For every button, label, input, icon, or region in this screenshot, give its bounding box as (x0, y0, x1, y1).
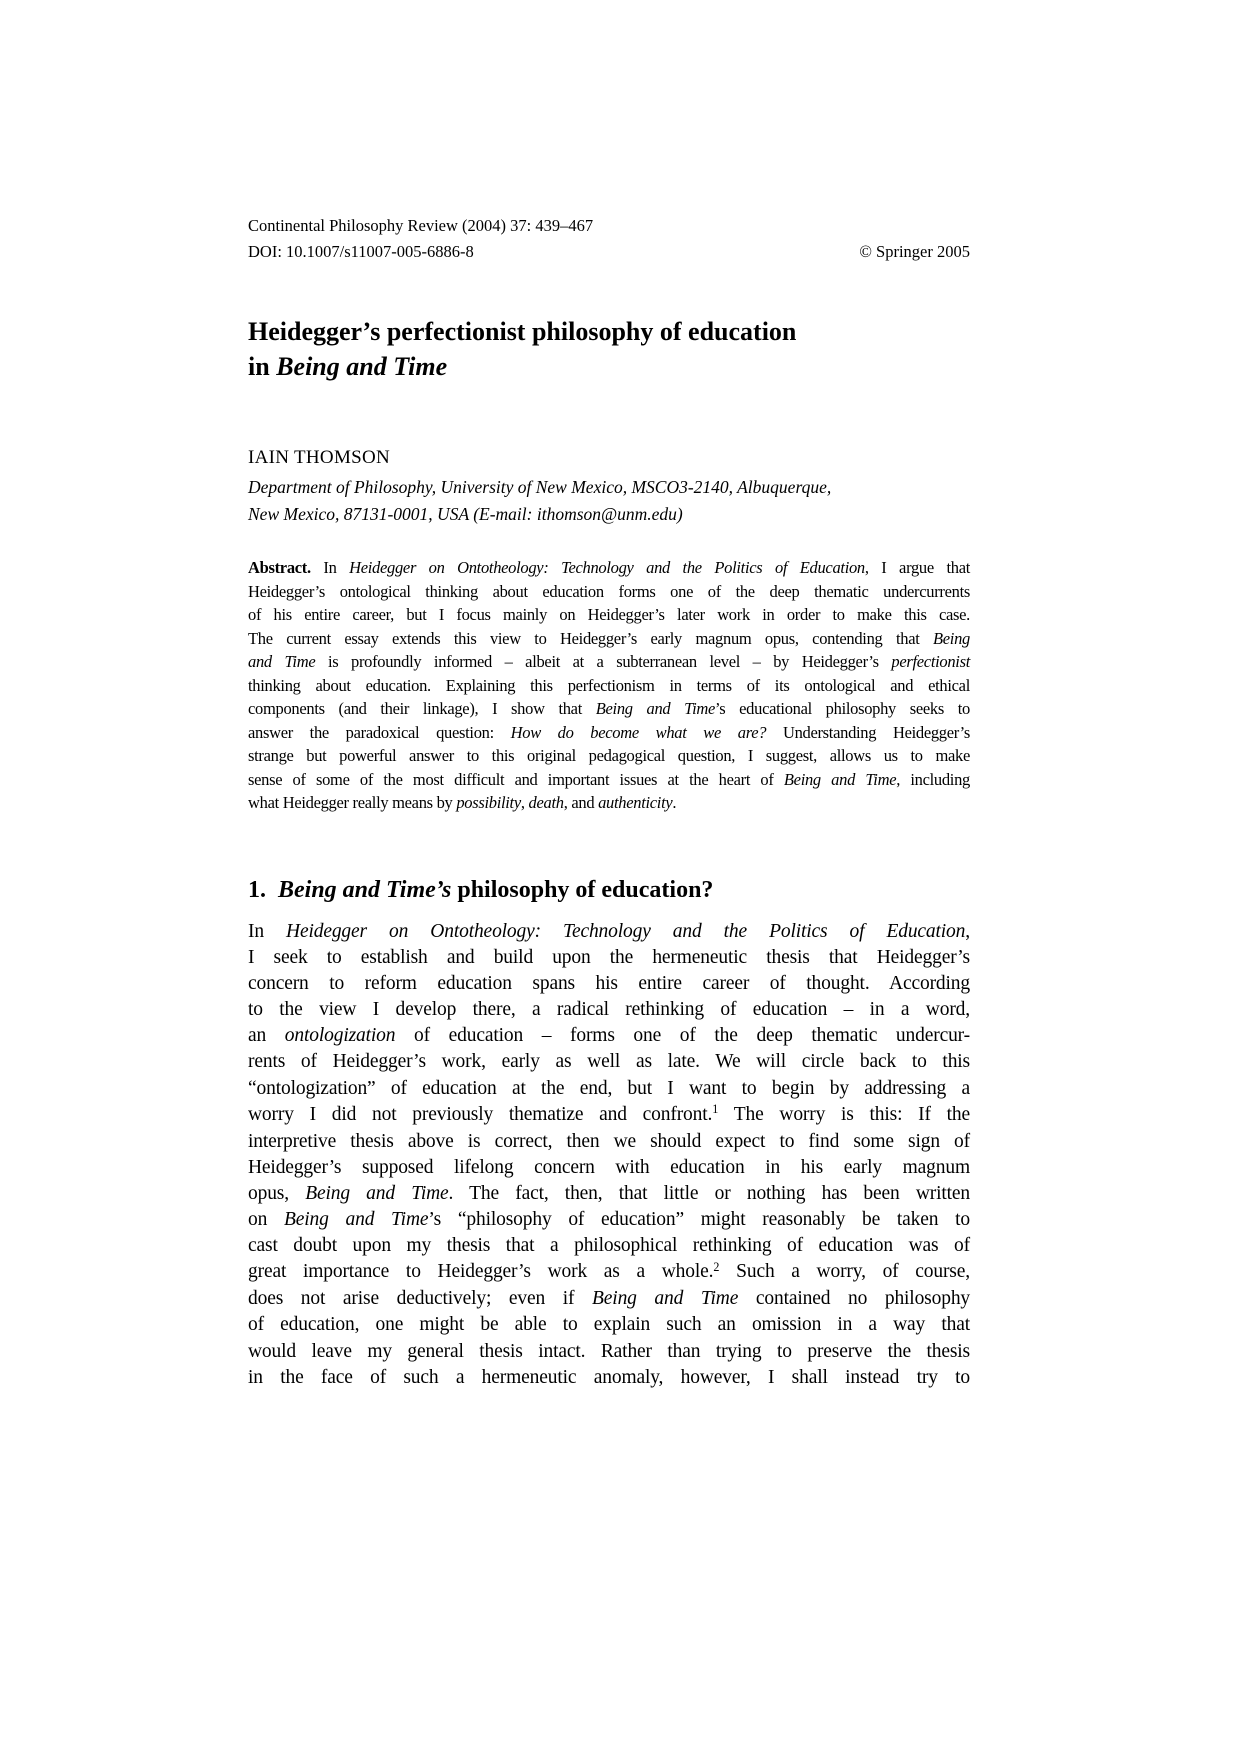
journal-line: Continental Philosophy Review (2004) 37: 439–467 (248, 216, 594, 235)
author-name: IAIN THOMSON (248, 447, 391, 468)
body-paragraph-line: great importance to Heidegger’s work as a whole.$^2$ Such a worry, of course, (248, 1259, 970, 1283)
abstract-line: Heidegger’s ontological thinking about education forms one of the deep thematic undercurrents (248, 581, 970, 601)
author-affiliation (248, 474, 970, 528)
abstract-line: components (and their linkage), I show that Being and Time’s educational philosophy seeks to (248, 699, 970, 718)
body-paragraph-line: of education, one might be able to explain such an omission in a way that (248, 1314, 970, 1336)
author-affiliation-line: New Mexico, 87131-0001, USA (E-mail: ithomson@unm.edu) (248, 504, 683, 524)
abstract (248, 556, 970, 815)
body-paragraph-line: rents of Heidegger’s work, early as well as late. We will circle back to this (248, 1051, 970, 1073)
body-paragraph-line: would leave my general thesis intact. Rather than trying to preserve the thesis (248, 1340, 970, 1362)
section-heading (248, 874, 970, 906)
author-affiliation-line: Department of Philosophy, University of New Mexico, MSCO3-2140, Albuquerque, (248, 477, 832, 497)
copyright-notice: © Springer 2005 (859, 242, 970, 261)
body-paragraph-line: on Being and Time’s “philosophy of education” might reasonably be taken to (248, 1209, 970, 1231)
body-paragraph-line: I seek to establish and build upon the hermeneutic thesis that Heidegger’s (248, 947, 970, 969)
body-paragraph (248, 919, 970, 1391)
abstract-line: answer the paradoxical question: How do become what we are? Understanding Heidegger’s (248, 722, 970, 742)
paper-title-line: in Being and Time (248, 352, 448, 381)
body-paragraph-line: concern to reform education spans his entire career of thought. According (248, 973, 970, 995)
body-paragraph-line: in the face of such a hermeneutic anomaly, however, I shall instead try to (248, 1366, 970, 1388)
journal-header (248, 214, 970, 264)
abstract-line: The current essay extends this view to Heidegger’s early magnum opus, contending that Being (248, 628, 970, 648)
body-paragraph-line: opus, Being and Time. The fact, then, that little or nothing has been written (248, 1182, 971, 1204)
abstract-line: of his entire career, but I focus mainly on Heidegger’s later work in order to make this case. (248, 605, 970, 624)
body-paragraph-line: cast doubt upon my thesis that a philosophical rethinking of education was of (248, 1235, 970, 1257)
abstract-line: thinking about education. Explaining this perfectionism in terms of its ontological and ethical (248, 675, 970, 695)
body-paragraph-line: does not arise deductively; even if Being and Time contained no philosophy (248, 1288, 971, 1310)
abstract-line: strange but powerful answer to this original pedagogical question, I suggest, allows us to make (248, 746, 970, 765)
section-heading-line: 1. Being and Time’s philosophy of education? (248, 877, 714, 903)
abstract-line: Abstract. In Heidegger on Ontotheology: Technology and the Politics of Education, I argue that (248, 558, 971, 577)
abstract-line: sense of some of the most difficult and important issues at the heart of Being and Time, including (248, 769, 970, 789)
body-paragraph-line: In Heidegger on Ontotheology: Technology and the Politics of Education, (248, 921, 970, 942)
body-paragraph-line: Heidegger’s supposed lifelong concern with education in his early magnum (248, 1156, 970, 1178)
paper-title-line: Heidegger’s perfectionist philosophy of education (248, 317, 797, 346)
body-paragraph-line: interpretive thesis above is correct, then we should expect to find some sign of (248, 1130, 970, 1152)
abstract-line: what Heidegger really means by possibility, death, and authenticity. (248, 793, 677, 812)
body-paragraph-line: an ontologization of education – forms one of the deep thematic undercur- (248, 1025, 970, 1047)
body-paragraph-line: worry I did not previously thematize and confront.$^1$ The worry is this: If the (248, 1102, 970, 1125)
abstract-line: and Time is profoundly informed – albeit at a subterranean level – by Heidegger’s perfectionist (248, 652, 970, 671)
doi-line: DOI: 10.1007/s11007-005-6886-8 (248, 242, 474, 261)
paper-title (248, 314, 970, 384)
body-paragraph-line: “ontologization” of education at the end, but I want to begin by addressing a (248, 1077, 970, 1099)
header-row (248, 240, 970, 264)
body-paragraph-line: to the view I develop there, a radical rethinking of education – in a word, (248, 999, 970, 1021)
